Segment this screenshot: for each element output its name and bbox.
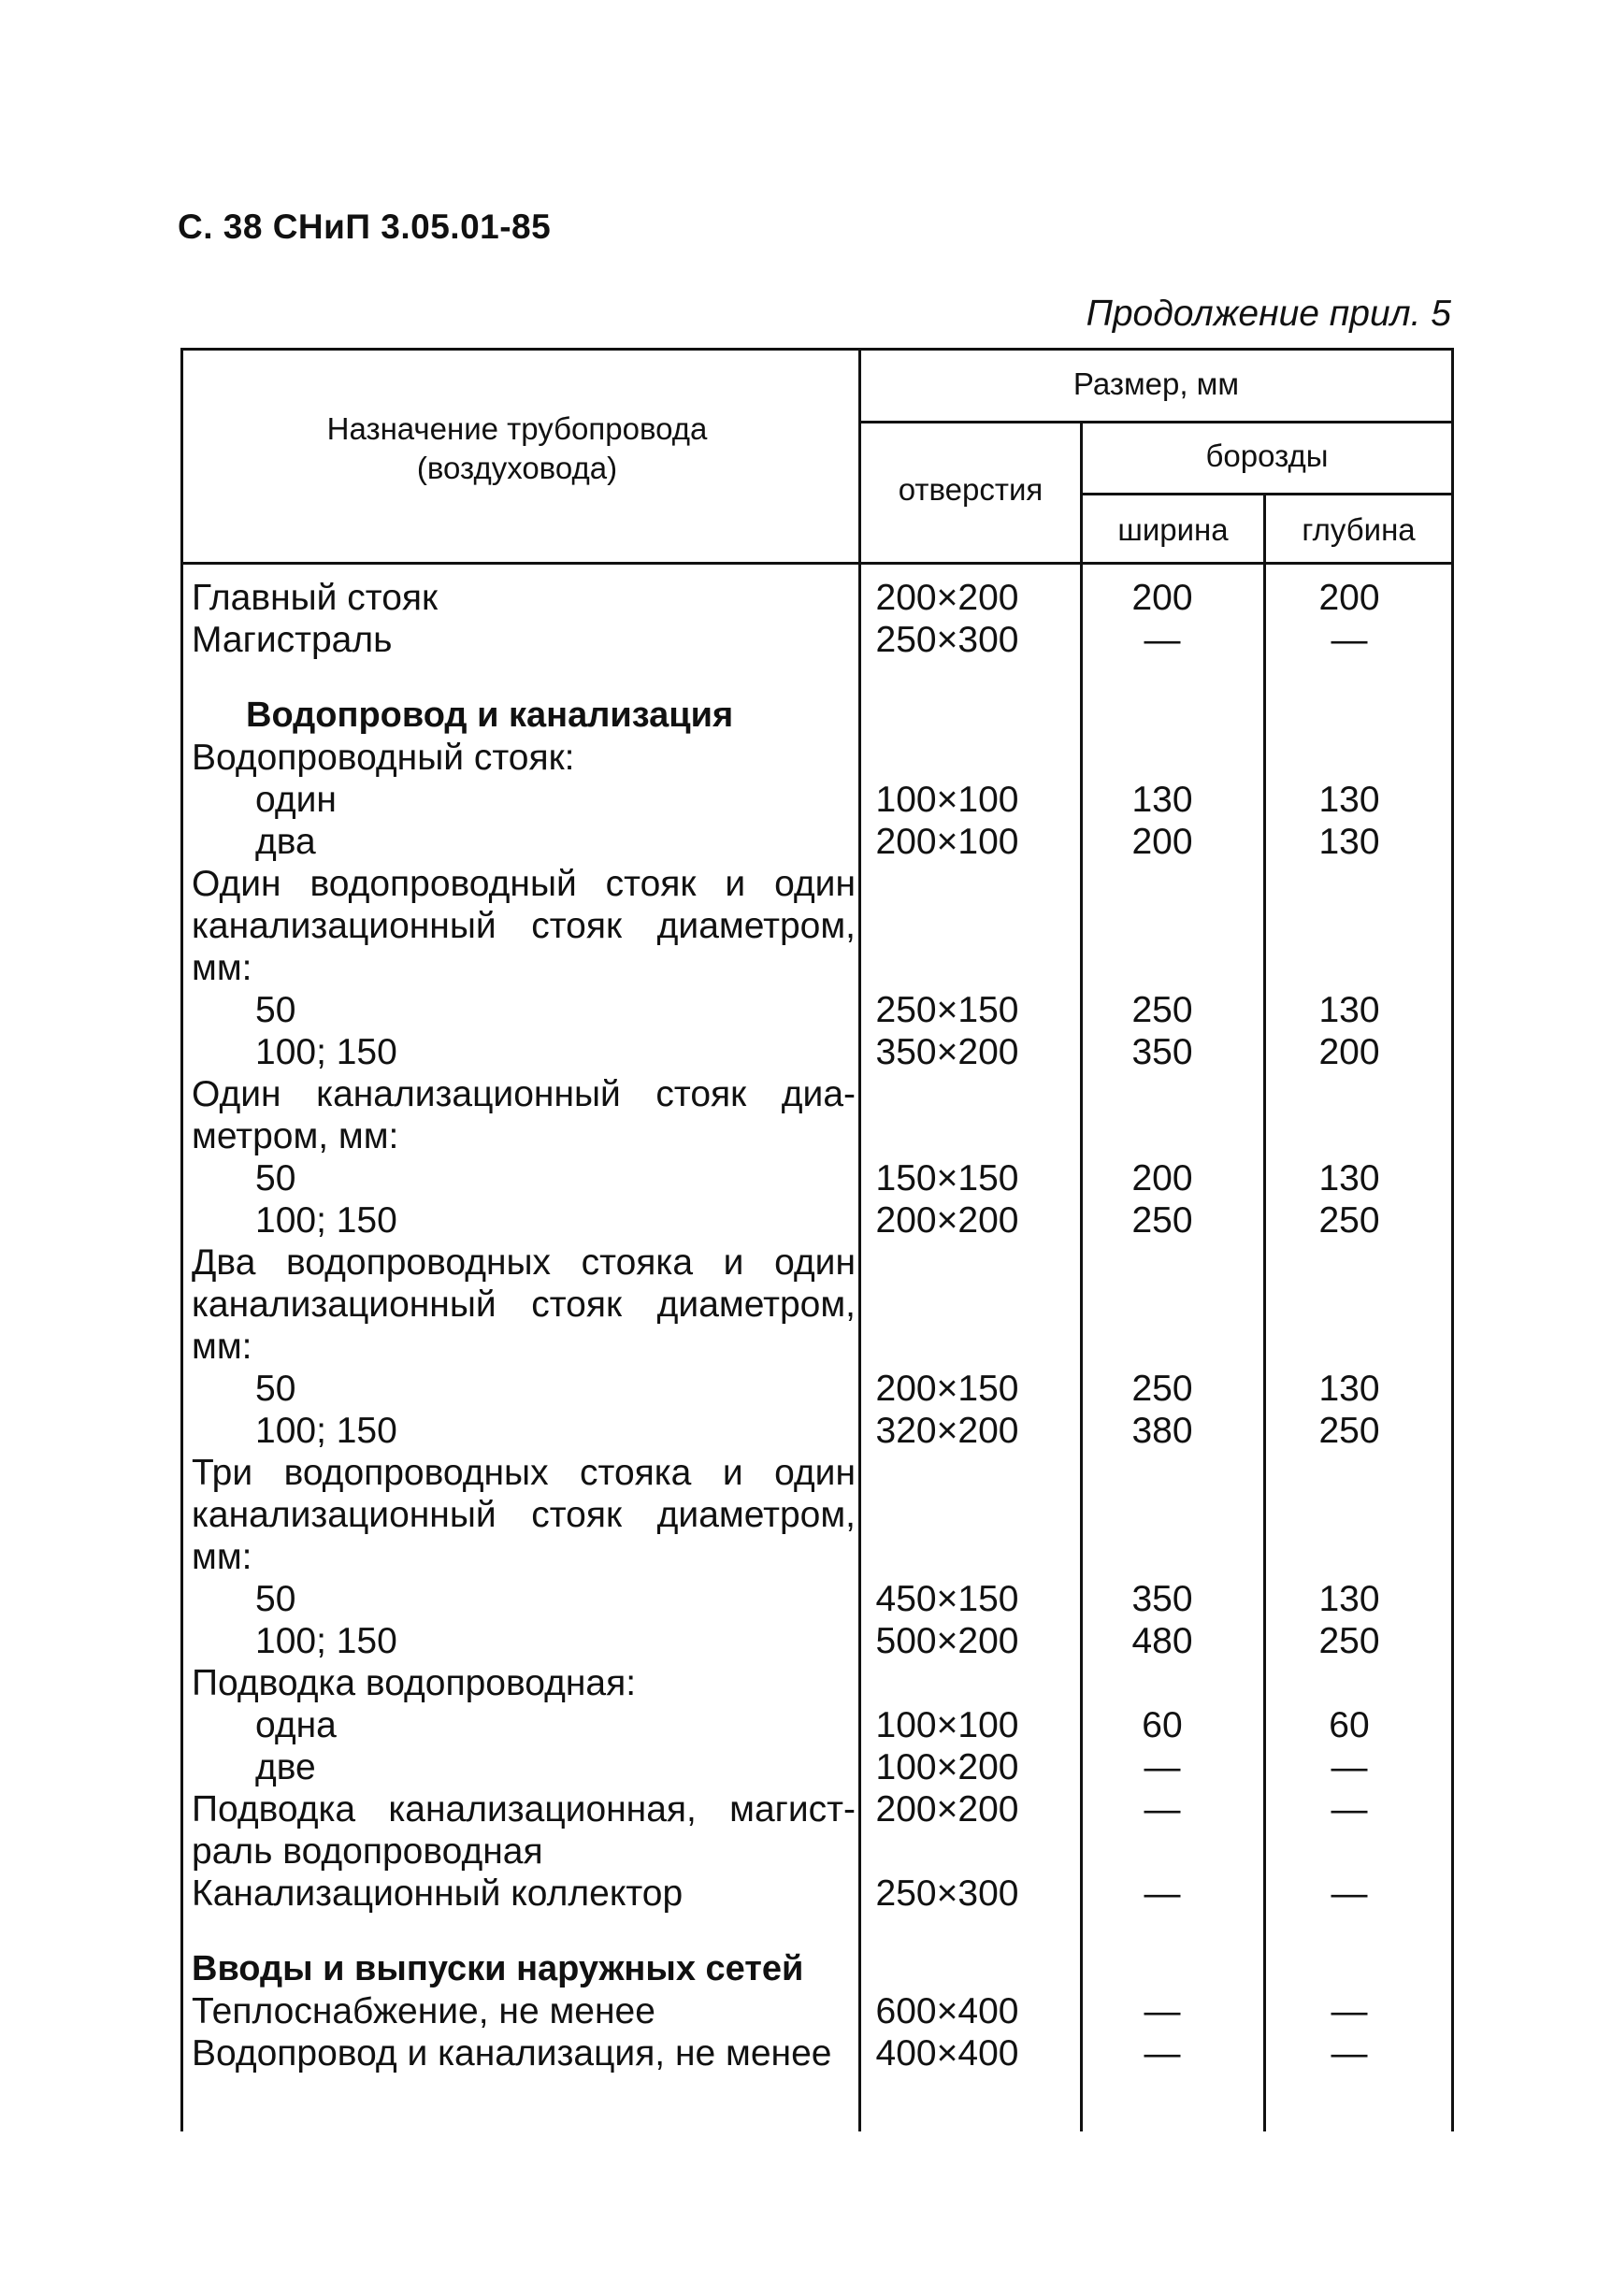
row-width: — xyxy=(1144,1747,1181,1787)
running-head: С. 38 СНиП 3.05.01-85 xyxy=(178,208,552,246)
table-row xyxy=(180,1662,1454,1704)
row-width: — xyxy=(1144,1991,1181,2031)
row-depth: — xyxy=(1331,1991,1368,2031)
row-width: 130 xyxy=(1131,780,1193,820)
row-label: Подводка канализационная, магист- xyxy=(192,1789,856,1830)
row-width: 250 xyxy=(1131,1200,1193,1241)
row-label: 50 xyxy=(255,1158,296,1198)
table-row xyxy=(180,1157,1454,1199)
row-opening: 100×100 xyxy=(875,1705,1019,1745)
row-depth: 130 xyxy=(1318,1158,1380,1198)
row-label: 100; 150 xyxy=(255,1411,397,1451)
table-row xyxy=(180,1031,1454,1073)
row-opening: 250×300 xyxy=(875,620,1019,660)
row-label: Водопровод и канализация, не менее xyxy=(192,2033,832,2074)
row-label: раль водопроводная xyxy=(192,1831,543,1872)
section-title: Водопровод и канализация xyxy=(246,696,734,735)
row-label: Подводка водопроводная: xyxy=(192,1663,637,1703)
row-label: Один канализационный стояк диа- xyxy=(192,1074,856,1114)
row-opening: 450×150 xyxy=(875,1579,1019,1619)
table-row xyxy=(180,821,1454,863)
row-depth: — xyxy=(1331,1789,1368,1830)
row-depth: 130 xyxy=(1318,1369,1380,1409)
table-row xyxy=(180,1494,1454,1536)
row-opening: 200×200 xyxy=(875,578,1019,618)
row-opening: 150×150 xyxy=(875,1158,1019,1198)
row-opening: 200×200 xyxy=(875,1200,1019,1241)
table-row xyxy=(180,1746,1454,1788)
row-opening: 350×200 xyxy=(875,1032,1019,1072)
header-purpose: Назначение трубопровода (воздуховода) xyxy=(326,411,708,485)
row-label: канализационный стояк диаметром, xyxy=(192,1284,856,1325)
groove-divider xyxy=(1080,493,1454,495)
table-row xyxy=(180,577,1454,619)
row-label: мм: xyxy=(192,1327,252,1367)
row-width: — xyxy=(1144,620,1181,660)
row-label: Теплоснабжение, не менее xyxy=(192,1991,655,2031)
table-row xyxy=(180,1284,1454,1326)
row-label: мм: xyxy=(192,948,252,988)
row-label: одна xyxy=(255,1705,337,1745)
row-depth: 130 xyxy=(1318,1579,1380,1619)
table-row xyxy=(180,1990,1454,2032)
row-opening: 250×150 xyxy=(875,990,1019,1030)
section-title: Вводы и выпуски наружных сетей xyxy=(192,1949,804,1988)
row-opening: 600×400 xyxy=(875,1991,1019,2031)
row-width: 350 xyxy=(1131,1032,1193,1072)
row-width: 250 xyxy=(1131,1369,1193,1409)
row-opening: 100×200 xyxy=(875,1747,1019,1787)
header-width: ширина xyxy=(1117,512,1229,547)
row-width: 250 xyxy=(1131,990,1193,1030)
row-label: 50 xyxy=(255,990,296,1030)
table-border-top xyxy=(180,348,1454,351)
row-label: мм: xyxy=(192,1537,252,1577)
row-depth: 60 xyxy=(1329,1705,1370,1745)
section-heading xyxy=(180,695,1454,737)
row-opening: 250×300 xyxy=(875,1873,1019,1914)
row-opening: 100×100 xyxy=(875,780,1019,820)
row-opening: 320×200 xyxy=(875,1411,1019,1451)
row-depth: — xyxy=(1331,620,1368,660)
row-label: 50 xyxy=(255,1369,296,1409)
table-row xyxy=(180,737,1454,779)
row-width: — xyxy=(1144,1789,1181,1830)
row-width: 350 xyxy=(1131,1579,1193,1619)
row-label: два xyxy=(255,822,316,862)
row-depth: 130 xyxy=(1318,780,1380,820)
row-width: 380 xyxy=(1131,1411,1193,1451)
table-row xyxy=(180,1368,1454,1410)
row-width: 200 xyxy=(1131,822,1193,862)
row-opening: 200×100 xyxy=(875,822,1019,862)
row-depth: 200 xyxy=(1318,1032,1380,1072)
header-groove: борозды xyxy=(1205,438,1329,473)
row-width: 200 xyxy=(1131,1158,1193,1198)
table-row xyxy=(180,863,1454,905)
table-row xyxy=(180,1578,1454,1620)
row-label: 100; 150 xyxy=(255,1621,397,1661)
row-label: 100; 150 xyxy=(255,1032,397,1072)
row-depth: — xyxy=(1331,1747,1368,1787)
header-size: Размер, мм xyxy=(1072,366,1240,401)
row-label: метром, мм: xyxy=(192,1116,399,1156)
row-depth: 250 xyxy=(1318,1200,1380,1241)
row-label: Главный стояк xyxy=(192,578,439,618)
row-width: — xyxy=(1144,1873,1181,1914)
row-width: — xyxy=(1144,2033,1181,2074)
table-row xyxy=(180,1873,1454,1915)
table-row xyxy=(180,1788,1454,1830)
table-row xyxy=(180,989,1454,1031)
table-row xyxy=(180,2032,1454,2074)
row-label: 50 xyxy=(255,1579,296,1619)
row-opening: 400×400 xyxy=(875,2033,1019,2074)
section-heading xyxy=(180,1948,1454,1990)
row-label: канализационный стояк диаметром, xyxy=(192,906,856,946)
row-width: 480 xyxy=(1131,1621,1193,1661)
row-label: Три водопроводных стояка и один xyxy=(192,1453,856,1493)
table-row xyxy=(180,1199,1454,1241)
table-row xyxy=(180,1410,1454,1452)
table-row xyxy=(180,779,1454,821)
row-width: 200 xyxy=(1131,578,1193,618)
row-label: Один водопроводный стояк и один xyxy=(192,864,856,904)
table-row xyxy=(180,1452,1454,1494)
row-width: 60 xyxy=(1142,1705,1183,1745)
table-body xyxy=(180,577,1454,2074)
table-row xyxy=(180,1115,1454,1157)
size-divider xyxy=(858,421,1454,423)
row-depth: 130 xyxy=(1318,990,1380,1030)
row-opening: 200×200 xyxy=(875,1789,1019,1830)
table-row xyxy=(180,1241,1454,1284)
row-opening: 500×200 xyxy=(875,1621,1019,1661)
row-label: Канализационный коллектор xyxy=(192,1873,684,1914)
table-row xyxy=(180,1704,1454,1746)
table-row xyxy=(180,1536,1454,1578)
table-row xyxy=(180,947,1454,989)
row-label: один xyxy=(255,780,337,820)
table-row xyxy=(180,905,1454,947)
table-row xyxy=(180,1326,1454,1368)
header-opening: отверстия xyxy=(898,472,1043,507)
continuation-label: Продолжение прил. 5 xyxy=(1086,294,1451,334)
row-depth: — xyxy=(1331,1873,1368,1914)
row-label: канализационный стояк диаметром, xyxy=(192,1495,856,1535)
table-row xyxy=(180,1620,1454,1662)
row-depth: 200 xyxy=(1318,578,1380,618)
table-row xyxy=(180,1830,1454,1873)
table-row xyxy=(180,1073,1454,1115)
row-label: Два водопроводных стояка и один xyxy=(192,1242,856,1283)
row-depth: — xyxy=(1331,2033,1368,2074)
row-label: Магистраль xyxy=(192,620,393,660)
table-row xyxy=(180,619,1454,661)
row-label: Водопроводный стояк: xyxy=(192,738,575,778)
row-opening: 200×150 xyxy=(875,1369,1019,1409)
row-depth: 130 xyxy=(1318,822,1380,862)
row-label: две xyxy=(255,1747,316,1787)
row-label: 100; 150 xyxy=(255,1200,397,1241)
header-depth: глубина xyxy=(1302,512,1416,547)
row-depth: 250 xyxy=(1318,1621,1380,1661)
row-depth: 250 xyxy=(1318,1411,1380,1451)
